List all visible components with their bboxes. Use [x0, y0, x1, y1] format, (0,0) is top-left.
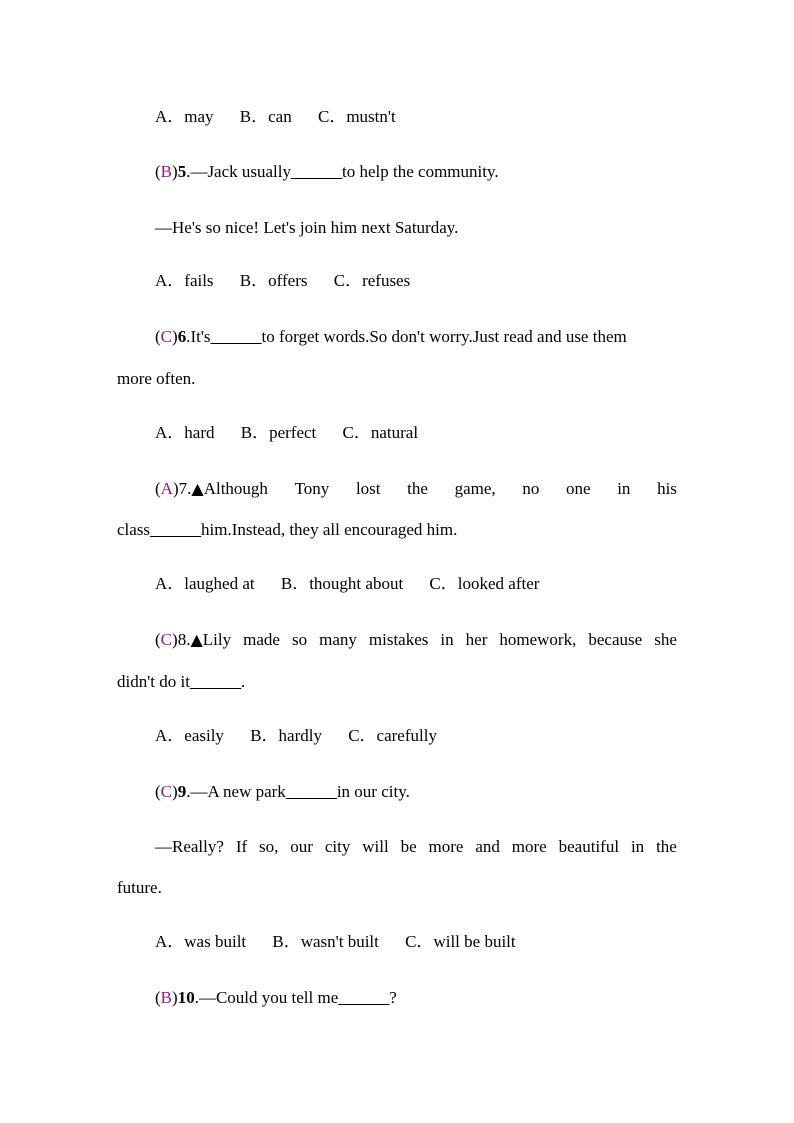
q8-word: so	[291, 630, 308, 649]
q8-cont-post: .	[240, 672, 246, 691]
q5-number: 5	[177, 162, 187, 181]
q8-answer: C	[160, 630, 173, 649]
q9-reply-word: so,	[259, 837, 279, 856]
q7-word: no	[522, 479, 540, 498]
q10-text-pre: .—Could you tell me	[194, 988, 339, 1007]
q7-cont-pre: class	[117, 520, 151, 539]
q8-option-a: A．easily	[155, 726, 224, 745]
q7-word: the	[407, 479, 428, 498]
q8-word: mistakes	[368, 630, 429, 649]
q5-options	[155, 271, 677, 291]
q5-reply: —He's so nice! Let's join him next Saturday.	[155, 218, 459, 237]
q9-reply-word: the	[656, 837, 677, 856]
q6-question-cont: more often.	[117, 369, 196, 388]
q9-blank: ______	[285, 782, 337, 801]
q8-number: 8.	[177, 630, 191, 649]
q9-text-pre: .—A new park	[186, 782, 286, 801]
q10-answer: B	[160, 988, 173, 1007]
q9-reply-word: —Really?	[155, 837, 224, 856]
q6-blank: ______	[210, 327, 262, 346]
q4-option-c: C．mustn't	[317, 107, 396, 126]
q6-option-a: A．hard	[155, 423, 215, 442]
q7-word-0: Although	[203, 479, 268, 498]
q8-word: homework,	[499, 630, 577, 649]
q9-option-b: B．wasn't built	[272, 932, 379, 951]
q5-option-b: B．offers	[239, 271, 308, 290]
q9-reply-word: be	[400, 837, 417, 856]
q6-question: (C)6.It's______to forget words.So don't worry.Just read and use them	[155, 327, 627, 346]
q8-option-c: C．carefully	[348, 726, 437, 745]
q6-text-post: to forget words.So don't worry.Just read and use them	[261, 327, 627, 346]
q9-reply-word: will	[362, 837, 389, 856]
q7-word: one	[565, 479, 591, 498]
q5-text-pre: .—Jack usually	[186, 162, 292, 181]
q8-cont-pre: didn't do it	[117, 672, 190, 691]
q4-options	[155, 107, 677, 127]
q8-options	[155, 726, 677, 746]
q7-lead: (A)7.▲Although	[155, 479, 268, 498]
q7-option-b: B．thought about	[280, 574, 404, 593]
q7-options	[155, 574, 677, 594]
q4-option-a: A．may	[155, 107, 214, 126]
q4-option-b: B．can	[239, 107, 292, 126]
q9-option-c: C．will be built	[405, 932, 516, 951]
q9-reply-word: our	[290, 837, 313, 856]
q7-question-cont	[117, 520, 677, 540]
q7-word: game,	[454, 479, 496, 498]
q9-reply-word: in	[630, 837, 645, 856]
q5-blank: ______	[291, 162, 343, 181]
q7-cont-post: him.Instead, they all encouraged him.	[201, 520, 458, 539]
q6-number: 6	[177, 327, 187, 346]
q9-text-post: in our city.	[336, 782, 410, 801]
q7-word: lost	[355, 479, 381, 498]
q7-answer: A	[160, 479, 173, 498]
q9-question: (C)9.—A new park______in our city.	[155, 782, 410, 801]
q7-word: in	[617, 479, 631, 498]
q7-word: his	[657, 479, 677, 498]
q9-reply-word: more	[511, 837, 547, 856]
q10-text-post: ?	[389, 988, 397, 1007]
q9-reply-word: and	[475, 837, 500, 856]
q5-option-a: A．fails	[155, 271, 214, 290]
q8-question	[155, 630, 677, 650]
q8-word: made	[243, 630, 280, 649]
q9-reply-word: beautiful	[558, 837, 620, 856]
q8-word: she	[654, 630, 677, 649]
q7-option-c: C．looked after	[429, 574, 540, 593]
q6-answer: C	[160, 327, 173, 346]
q7-number: 7.	[178, 479, 192, 498]
q8-word: many	[319, 630, 357, 649]
q8-word: her	[465, 630, 488, 649]
triangle-marker-icon: ▲	[190, 630, 203, 649]
q8-option-b: B．hardly	[250, 726, 322, 745]
q8-word-0: Lily	[202, 630, 232, 649]
q9-reply-word: If	[235, 837, 248, 856]
q10-blank: ______	[338, 988, 390, 1007]
q7-word: Tony	[294, 479, 330, 498]
q8-question-cont	[117, 672, 677, 692]
q9-reply-cont: future.	[117, 878, 162, 897]
q6-text-pre: .It's	[186, 327, 211, 346]
q7-blank: ______	[150, 520, 202, 539]
q7-option-a: A．laughed at	[155, 574, 255, 593]
q7-question	[155, 479, 677, 499]
q9-reply	[155, 837, 677, 857]
q6-option-c: C．natural	[342, 423, 419, 442]
q9-reply-word: more	[428, 837, 464, 856]
q5-text-post: to help the community.	[342, 162, 499, 181]
q9-options	[155, 932, 677, 952]
q9-number: 9	[177, 782, 187, 801]
q9-option-a: A．was built	[155, 932, 247, 951]
q6-options	[155, 423, 677, 443]
q10-number: 10	[177, 988, 195, 1007]
q6-option-b: B．perfect	[240, 423, 317, 442]
q5-question: (B)5.—Jack usually______to help the community.	[155, 162, 499, 181]
q9-answer: C	[160, 782, 173, 801]
q5-option-c: C．refuses	[333, 271, 411, 290]
q9-reply-word: city	[324, 837, 351, 856]
q10-question: (B)10.—Could you tell me______?	[155, 988, 397, 1007]
triangle-marker-icon: ▲	[191, 479, 204, 498]
q8-word: because	[588, 630, 643, 649]
q8-word: in	[440, 630, 454, 649]
q8-blank: ______	[189, 672, 241, 691]
q8-lead: (C)8.▲Lily	[155, 630, 232, 649]
q5-answer: B	[160, 162, 173, 181]
